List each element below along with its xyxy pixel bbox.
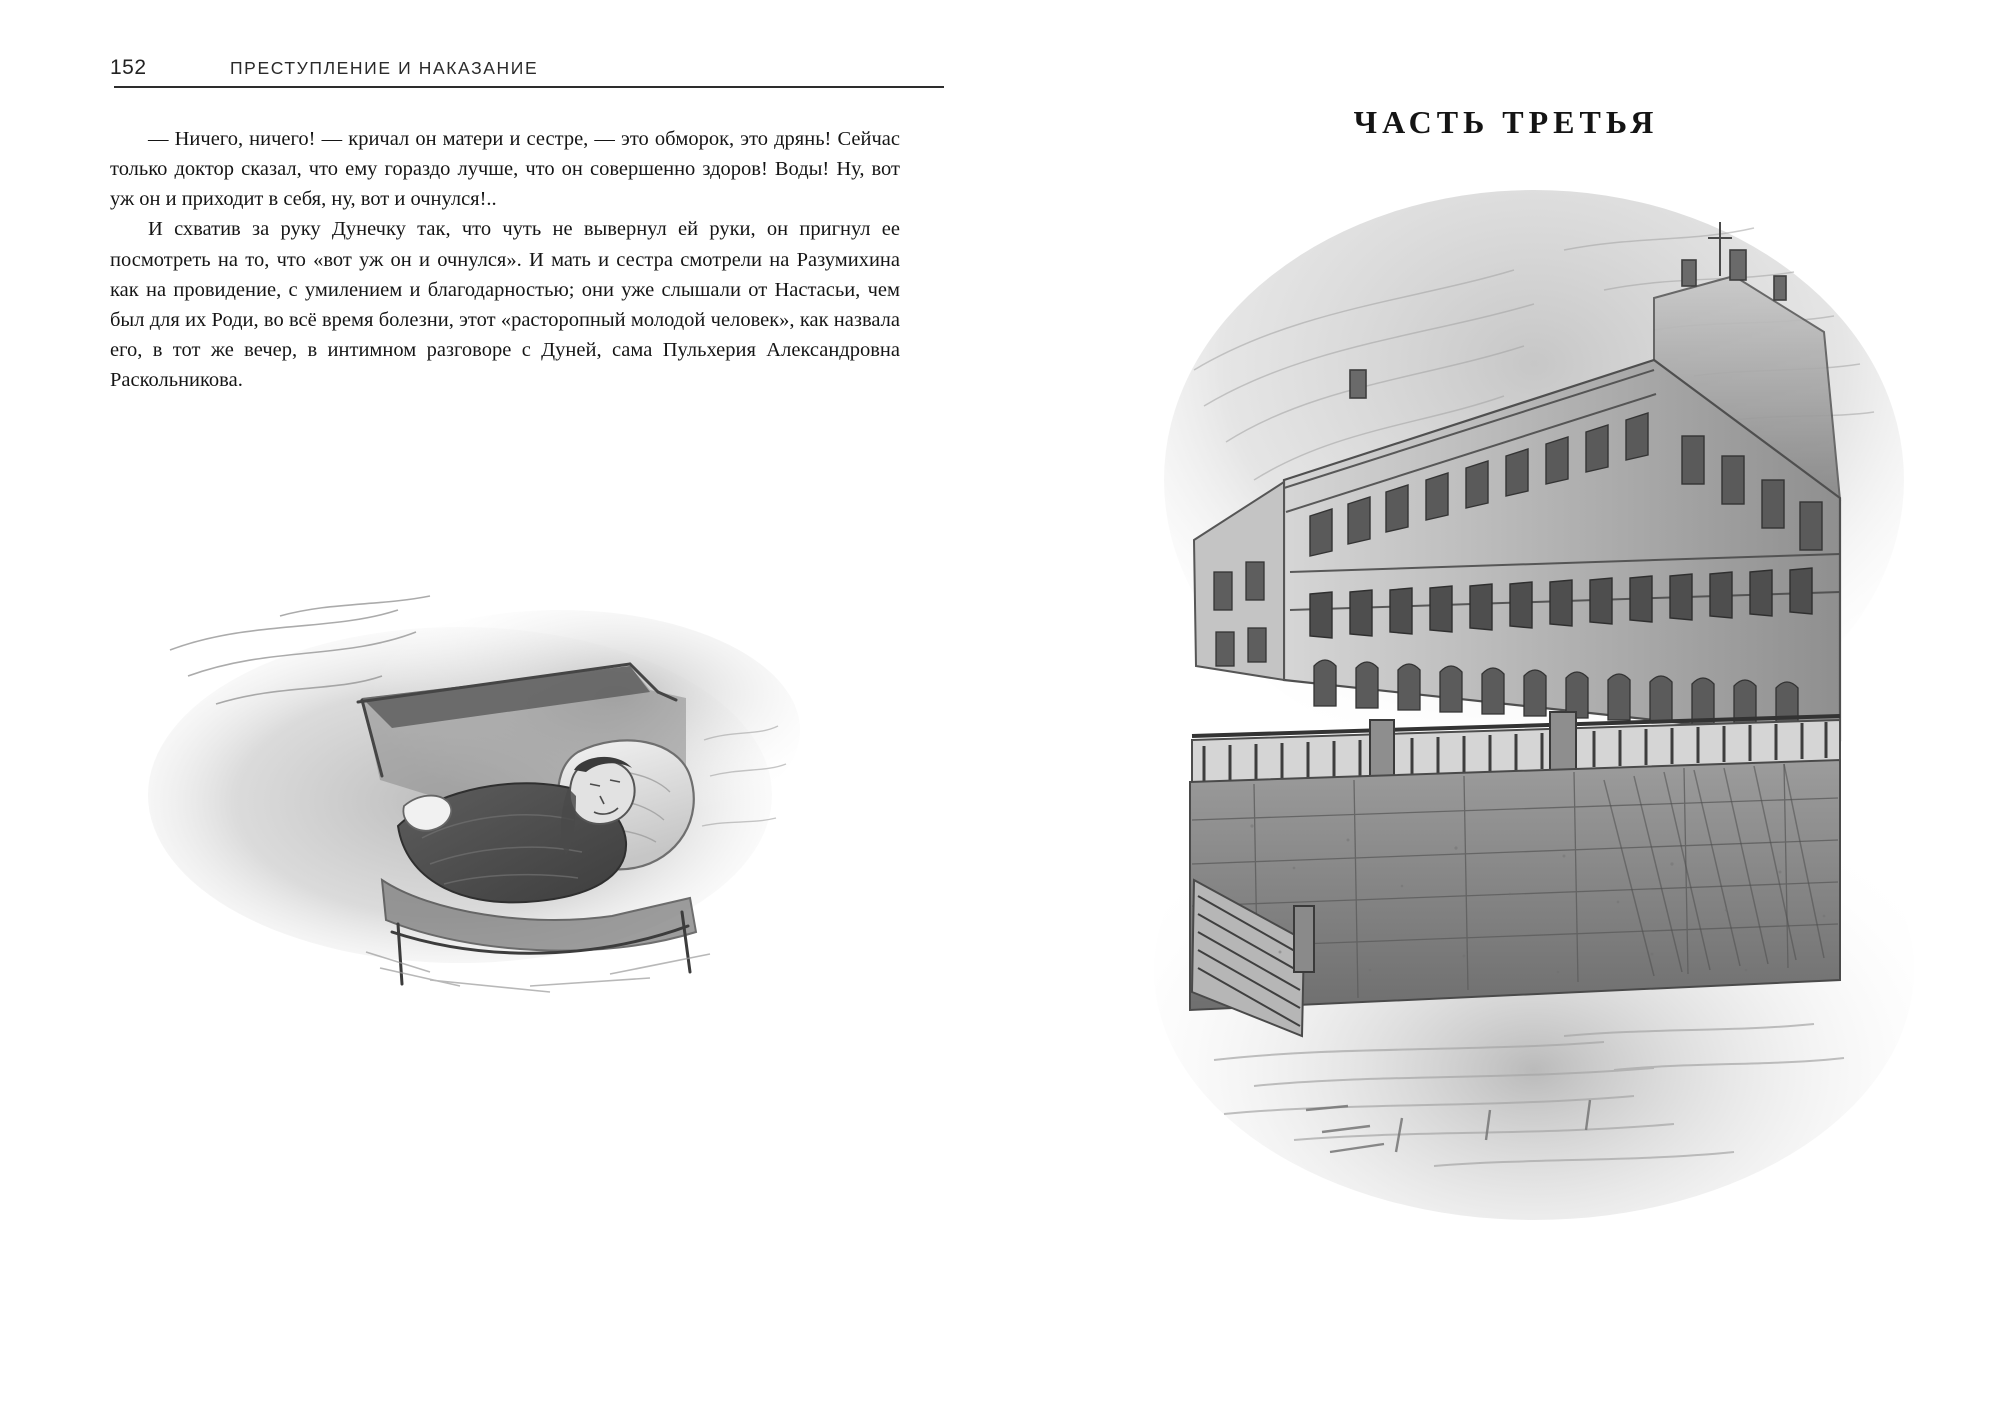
right-page [1004,0,2008,1417]
running-title: ПРЕСТУПЛЕНИЕ И НАКАЗАНИЕ [230,58,539,78]
part-title: ЧАСТЬ ТРЕТЬЯ [1353,104,1659,140]
running-head [110,56,944,90]
illustration-sofa-scene [130,580,820,1010]
body-text [110,124,900,395]
paragraph-1: — Ничего, ничего! — кричал он матери и сестре, — это обморок, это дрянь! Сейчас только доктор сказал, что ему гораздо лучше, что он совершенно здоров! Воды! Ну, вот уж он и приходит в себя, ну, вот и очнулся!.. [110,128,900,211]
page-number: 152 [110,56,147,79]
paragraph-2: И схватив за руку Дунечку так, что чуть не вывернул ей руки, он пригнул ее посмотреть на то, что «вот уж он и очнулся». И мать и сестра смотрели на Разумихина как на провидение, с умилением и благодарностью; они уже слышали от Настасьи, чем был для их Роди, во всё время болезни, этот «расторопный молодой человек», как назвала его, в тот же вечер, в интимном разговоре с Дуней, сама Пульхерия Александровна Раскольникова. [110,218,900,391]
spread-gutter [1004,0,1005,1417]
illustration-city-embankment [1134,180,1934,1240]
header-rule [114,86,944,88]
